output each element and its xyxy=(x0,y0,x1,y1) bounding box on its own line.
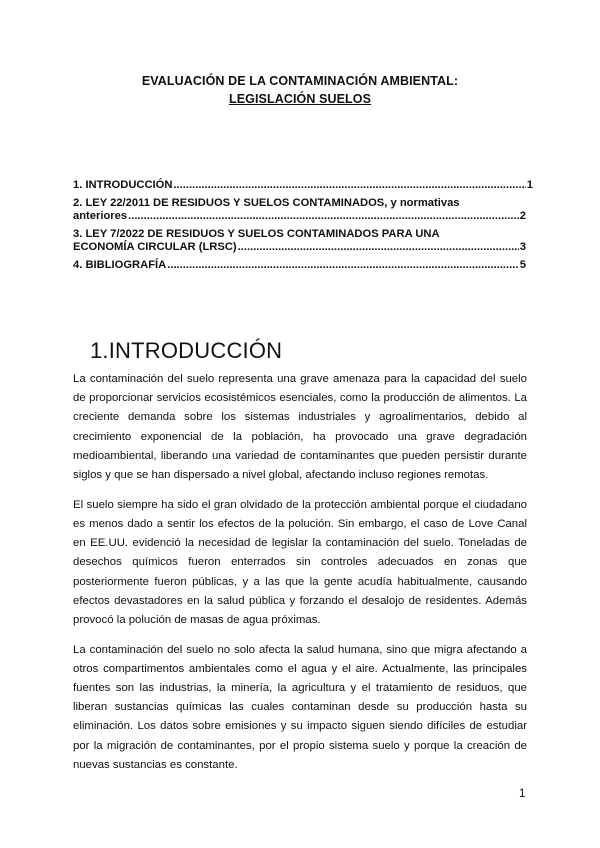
toc-page-number: 2 xyxy=(519,210,526,222)
paragraph-1: La contaminación del suelo representa una grave amenaza para la capacidad del suelo de proporcionar servicios ecosistémicos esenciales, como la producción de alimentos. La creciente demanda sobre los sistemas industriales y agroalimentarios, debido al crecimiento exponencial de la población, ha provocado una grave degradación medioambiental, liberando una variedad de contaminantes que pueden persistir durante siglos y que se han dispersado a nivel global, afectando incluso regiones remotas. xyxy=(73,373,527,482)
toc-entry-label-cont: ECONOMÍA CIRCULAR (LRSC) xyxy=(73,241,237,253)
toc-entry-label: 4. BIBLIOGRAFÍA xyxy=(73,258,167,271)
document-title xyxy=(0,72,600,108)
toc-page-number: 1 xyxy=(526,179,533,191)
toc-entry-label: 3. LEY 7/2022 DE RESIDUOS Y SUELOS CONTAMINADOS PARA UNA xyxy=(73,227,440,240)
toc-leader-dots xyxy=(167,259,519,273)
section-heading: 1.INTRODUCCIÓN xyxy=(90,338,283,363)
toc-leader-dots xyxy=(238,241,519,255)
toc-leader-dots xyxy=(173,179,525,193)
title-line-2: LEGISLACIÓN SUELOS xyxy=(228,92,372,106)
title-line-1: EVALUACIÓN DE LA CONTAMINACIÓN AMBIENTAL: xyxy=(141,74,459,88)
toc-entry-label: 1. INTRODUCCIÓN xyxy=(73,179,173,191)
toc-entry-introduccion[interactable] xyxy=(73,179,533,193)
toc-entry-bibliografia[interactable] xyxy=(73,259,533,273)
paragraph-3: La contaminación del suelo no solo afecta la salud humana, sino que migra afectando a otros compartimentos ambientales como el agua y el aire. Actualmente, las principales fuentes son las industrias, la minería, la agricultura y el tratamiento de residuos, que liberan sustancias químicas las cuales contaminan desde su producción hasta su eliminación. Los datos sobre emisiones y su impacto siguen siendo difíciles de estudiar por la migración de contaminantes, por el propio sistema suelo y porque la creación de nuevas sustancias es constante. xyxy=(73,643,527,771)
paragraph-2: El suelo siempre ha sido el gran olvidado de la protección ambiental porque el ciudadano es menos dado a sentir los efectos de la polución. Sin embargo, el caso de Love Canal en EE.UU. evidenció la necesidad de legislar la contaminación del suelo. Toneladas de desechos químicos fueron enterrados sin controles adecuados en zonas que posteriormente fueron públicas, y a las que la gente acudía habitualmente, causando efectos devastadores en la salud pública y forzando el desalojo de residentes. Además provocó la polución de masas de agua próximas. xyxy=(73,498,527,626)
toc-entry-label: 2. LEY 22/2011 DE RESIDUOS Y SUELOS CONTAMINADOS, y normativas xyxy=(73,196,460,209)
toc-entry-label-cont: anteriores xyxy=(73,210,128,222)
toc-page-number: 5 xyxy=(519,258,526,271)
page-number: 1 xyxy=(519,788,526,800)
toc-leader-dots xyxy=(128,210,519,224)
toc-entry-ley-7-2022[interactable] xyxy=(73,228,533,255)
toc-page-number: 3 xyxy=(519,241,526,253)
toc-entry-ley-22-2011[interactable] xyxy=(73,197,533,224)
table-of-contents xyxy=(73,179,533,276)
section-body xyxy=(73,370,527,786)
